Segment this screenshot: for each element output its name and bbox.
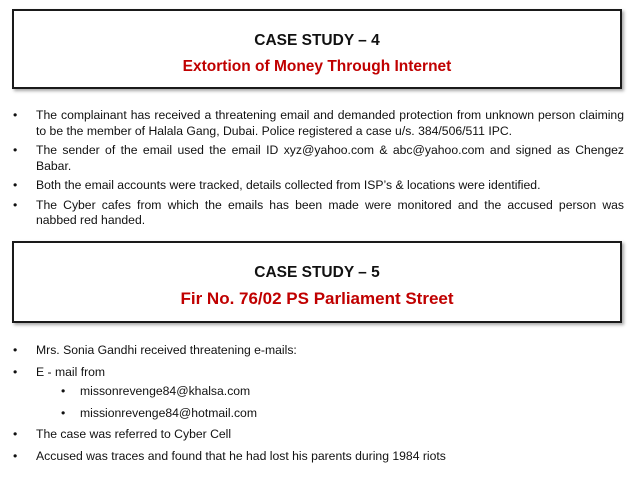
case-study-5-header-box	[12, 241, 622, 323]
case-study-5-bullet-list	[12, 343, 624, 470]
bullet-icon: •	[13, 197, 18, 212]
bullet-icon: •	[13, 143, 18, 157]
case-study-5-title: CASE STUDY – 5	[254, 264, 380, 281]
case-study-4-header-box	[12, 9, 622, 89]
email-sub-list	[36, 384, 624, 421]
bullet-item	[12, 198, 624, 229]
bullet-icon: •	[13, 448, 18, 463]
bullet-icon: •	[13, 178, 18, 192]
bullet-item	[12, 108, 624, 139]
bullet-icon: •	[61, 384, 66, 398]
bullet-text: Mrs. Sonia Gandhi received threatening e-mails:	[36, 343, 297, 357]
bullet-icon: •	[61, 405, 66, 420]
bullet-text: The sender of the email used the email ID xyz@yahoo.com & abc@yahoo.com and signed as Chengez Babar.	[36, 143, 624, 173]
bullet-item	[12, 343, 624, 359]
bullet-icon: •	[13, 343, 18, 357]
case-study-4-title: CASE STUDY – 4	[254, 32, 380, 49]
bullet-item	[12, 178, 624, 194]
bullet-icon: •	[13, 364, 18, 379]
case-study-4-subtitle: Extortion of Money Through Internet	[182, 58, 452, 75]
email-item	[36, 384, 624, 400]
bullet-text: Both the email accounts were tracked, details collected from ISP’s & locations were identified.	[36, 178, 541, 192]
case-study-4-bullet-list	[12, 108, 624, 233]
bullet-icon: •	[13, 427, 18, 441]
case-study-5-subtitle: Fir No. 76/02 PS Parliament Street	[180, 289, 454, 308]
bullet-text: Accused was traces and found that he had lost his parents during 1984 riots	[36, 448, 446, 463]
bullet-text: The complainant has received a threatening email and demanded protection from unknown person claiming to be the member of Halala Gang, Dubai. Police registered a case u/s. 384/506/511 IPC.	[36, 108, 624, 138]
bullet-item	[12, 143, 624, 174]
bullet-text: E - mail from	[36, 364, 106, 379]
bullet-icon: •	[13, 108, 18, 122]
bullet-item	[12, 449, 624, 465]
bullet-text: The Cyber cafes from which the emails has been made were monitored and the accused person was nabbed red handed.	[36, 197, 624, 227]
bullet-item	[12, 427, 624, 443]
email-address: missonrevenge84@khalsa.com	[80, 384, 251, 398]
bullet-item	[12, 365, 624, 422]
email-item	[36, 406, 624, 422]
bullet-text: The case was referred to Cyber Cell	[36, 427, 232, 441]
email-address: missionrevenge84@hotmail.com	[80, 405, 257, 420]
